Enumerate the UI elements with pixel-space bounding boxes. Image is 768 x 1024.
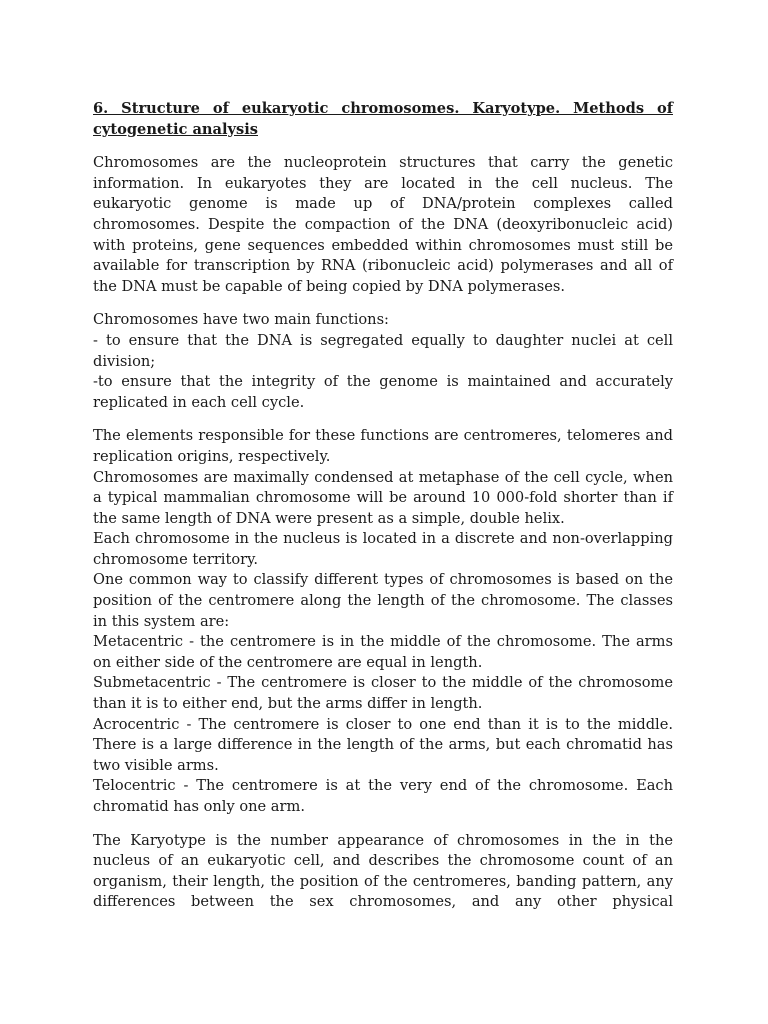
paragraph-line: Chromosomes have two main functions:	[93, 311, 389, 329]
paragraph-line: The Karyotype is the number appearance of chromosomes in the in the nucleus of an eukaryotic cell, and describes the chromosome count of an organism, their length, the position of the centromeres, banding pattern, any differences between the sex chromosomes, and any other physical	[93, 831, 673, 911]
paragraph-line: Each chromosome in the nucleus is located in a discrete and non-overlapping chromosome territory.	[93, 530, 673, 568]
paragraph-line: Chromosomes are maximally condensed at metaphase of the cell cycle, when a typical mammalian chromosome will be around 10 000-fold shorter than if the same length of DNA were present as a simple, double helix.	[93, 468, 673, 527]
paragraph-karyotype	[93, 831, 673, 913]
paragraph-line: Submetacentric - The centromere is closer to the middle of the chromosome than it is to either end, but the arms differ in length.	[93, 674, 673, 713]
paragraph-line: - to ensure that the DNA is segregated equally to daughter nuclei at cell division;	[93, 331, 673, 370]
paragraph-line: Chromosomes are the nucleoprotein structures that carry the genetic information. In eukaryotes they are located in the cell nucleus. The eukaryotic genome is made up of DNA/protein complexes called chromosomes. Despite the compaction of the DNA (deoxyribonucleic acid) with proteins, gene sequences embedded within chromosomes must still be available for transcription by RNA (ribonucleic acid) polymerases and all of the DNA must be capable of being copied by DNA polymerases.	[93, 154, 673, 295]
paragraph-line: One common way to classify different types of chromosomes is based on the position of the centromere along the length of the chromosome. The classes in this system are:	[93, 571, 673, 630]
section-title: 6. Structure of eukaryotic chromosomes. Karyotype. Methods of cytogenetic analysis	[93, 100, 673, 138]
paragraph-line: -to ensure that the integrity of the genome is maintained and accurately replicated in each cell cycle.	[93, 373, 673, 411]
paragraph-intro	[93, 153, 673, 297]
paragraph-line: Metacentric - the centromere is in the middle of the chromosome. The arms on either side of the centromere are equal in length.	[93, 633, 673, 671]
paragraph-line: The elements responsible for these functions are centromeres, telomeres and replication origins, respectively.	[93, 427, 673, 465]
paragraph-line: Telocentric - The centromere is at the very end of the chromosome. Each chromatid has only one arm.	[93, 777, 673, 815]
paragraph-classification	[93, 426, 673, 817]
document-page	[93, 99, 673, 926]
paragraph-functions	[93, 310, 673, 413]
paragraph-line: Acrocentric - The centromere is closer to one end than it is to the middle. There is a large difference in the length of the arms, but each chromatid has two visible arms.	[93, 715, 673, 774]
